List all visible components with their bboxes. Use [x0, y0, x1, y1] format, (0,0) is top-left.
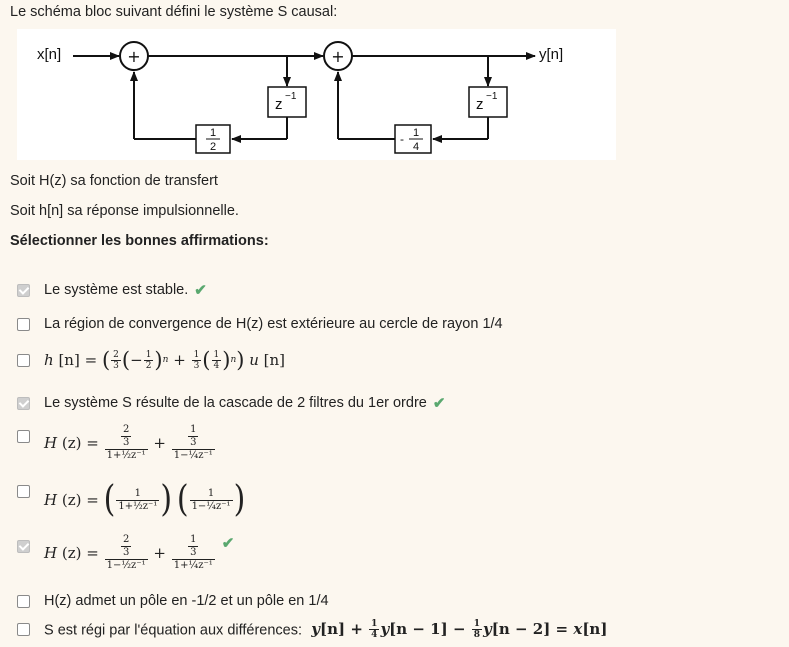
option-9-label: S est régi par l'équation aux différences: y [n] + $\frac{1}{4}$ y [n − 1] − $\frac{1}{8}$ y [n − 2] = x [n] — [44, 618, 608, 640]
option-4-label: Le système S résulte de la cascade de 2 filtres du 1er ordre — [44, 395, 427, 411]
correct-check-icon: ✔ — [194, 282, 207, 299]
delay-1-base: z — [275, 96, 283, 113]
option-product-form[interactable] — [17, 478, 245, 522]
option-4-checkbox[interactable] — [17, 397, 30, 410]
option-difference-equation[interactable] — [17, 616, 607, 642]
option-1-checkbox[interactable] — [17, 284, 30, 297]
correct-check-icon: ✔ — [221, 535, 235, 552]
output-label: y[n] — [539, 46, 564, 63]
gain-1-num: 1 — [209, 127, 217, 139]
option-7-checkbox[interactable] — [17, 540, 30, 553]
option-8-label: H(z) admet un pôle en -1/2 et un pôle en 1/4 — [44, 593, 329, 609]
input-label: x[n] — [37, 46, 62, 63]
adder-1-symbol: + — [127, 47, 141, 66]
option-2-checkbox[interactable] — [17, 318, 30, 331]
impulse-response-text: Soit h[n] sa réponse impulsionnelle. — [10, 203, 239, 219]
option-6-formula: H (z) = ( $\frac{1}{\text{1+½z⁻¹}}$ ) ( $\frac{1}{\text{1−¼z⁻¹}}$ ) — [44, 478, 246, 521]
adder-2-symbol: + — [331, 47, 345, 66]
gain-2-num: 1 — [412, 127, 420, 139]
question-text: Sélectionner les bonnes affirmations: — [10, 233, 269, 249]
intro-text: Le schéma bloc suivant défini le système S causal: — [10, 4, 338, 20]
option-partial-fraction-a[interactable] — [17, 423, 216, 463]
delay-2-base: z — [476, 96, 484, 113]
option-partial-fraction-b[interactable] — [17, 533, 234, 573]
option-6-checkbox[interactable] — [17, 485, 30, 498]
option-2-label: La région de convergence de H(z) est extérieure au cercle de rayon 1/4 — [44, 316, 503, 332]
option-5-formula: H (z) = $\frac{\frac{2}{3}}{\text{1+½z⁻¹}}$ + $\frac{\frac{1}{3}}{\text{1−¼z⁻¹}}$ — [44, 424, 213, 461]
option-cascade[interactable] — [17, 391, 445, 415]
transfer-function-text: Soit H(z) sa fonction de transfert — [10, 173, 218, 189]
option-poles[interactable] — [17, 589, 329, 613]
option-impulse-formula[interactable] — [17, 346, 285, 374]
gain-1-den: 2 — [209, 141, 217, 153]
option-9-checkbox[interactable] — [17, 623, 30, 636]
option-3-checkbox[interactable] — [17, 354, 30, 367]
option-3-formula: h [n] = ( $\frac{2}{3}$ ( − $\frac{1}{2}$ ) n + $\frac{1}{3}$ ( $\frac{1}{4}$ ) n ) u [n] — [44, 347, 286, 372]
block-diagram — [17, 29, 616, 160]
correct-check-icon: ✔ — [432, 395, 446, 412]
delay-2-exp: −1 — [486, 91, 498, 102]
option-5-checkbox[interactable] — [17, 430, 30, 443]
option-8-checkbox[interactable] — [17, 595, 30, 608]
delay-1-exp: −1 — [285, 91, 297, 102]
option-7-formula: H (z) = $\frac{\frac{2}{3}}{\text{1−½z⁻¹}}$ + $\frac{\frac{1}{3}}{\text{1+¼z⁻¹}}$ — [44, 534, 213, 571]
option-1-label: Le système est stable. — [44, 282, 189, 298]
option-roc[interactable] — [17, 312, 503, 336]
gain-2-den: 4 — [412, 141, 420, 153]
option-stable[interactable] — [17, 278, 207, 302]
gain-2-sign: - — [400, 132, 404, 146]
